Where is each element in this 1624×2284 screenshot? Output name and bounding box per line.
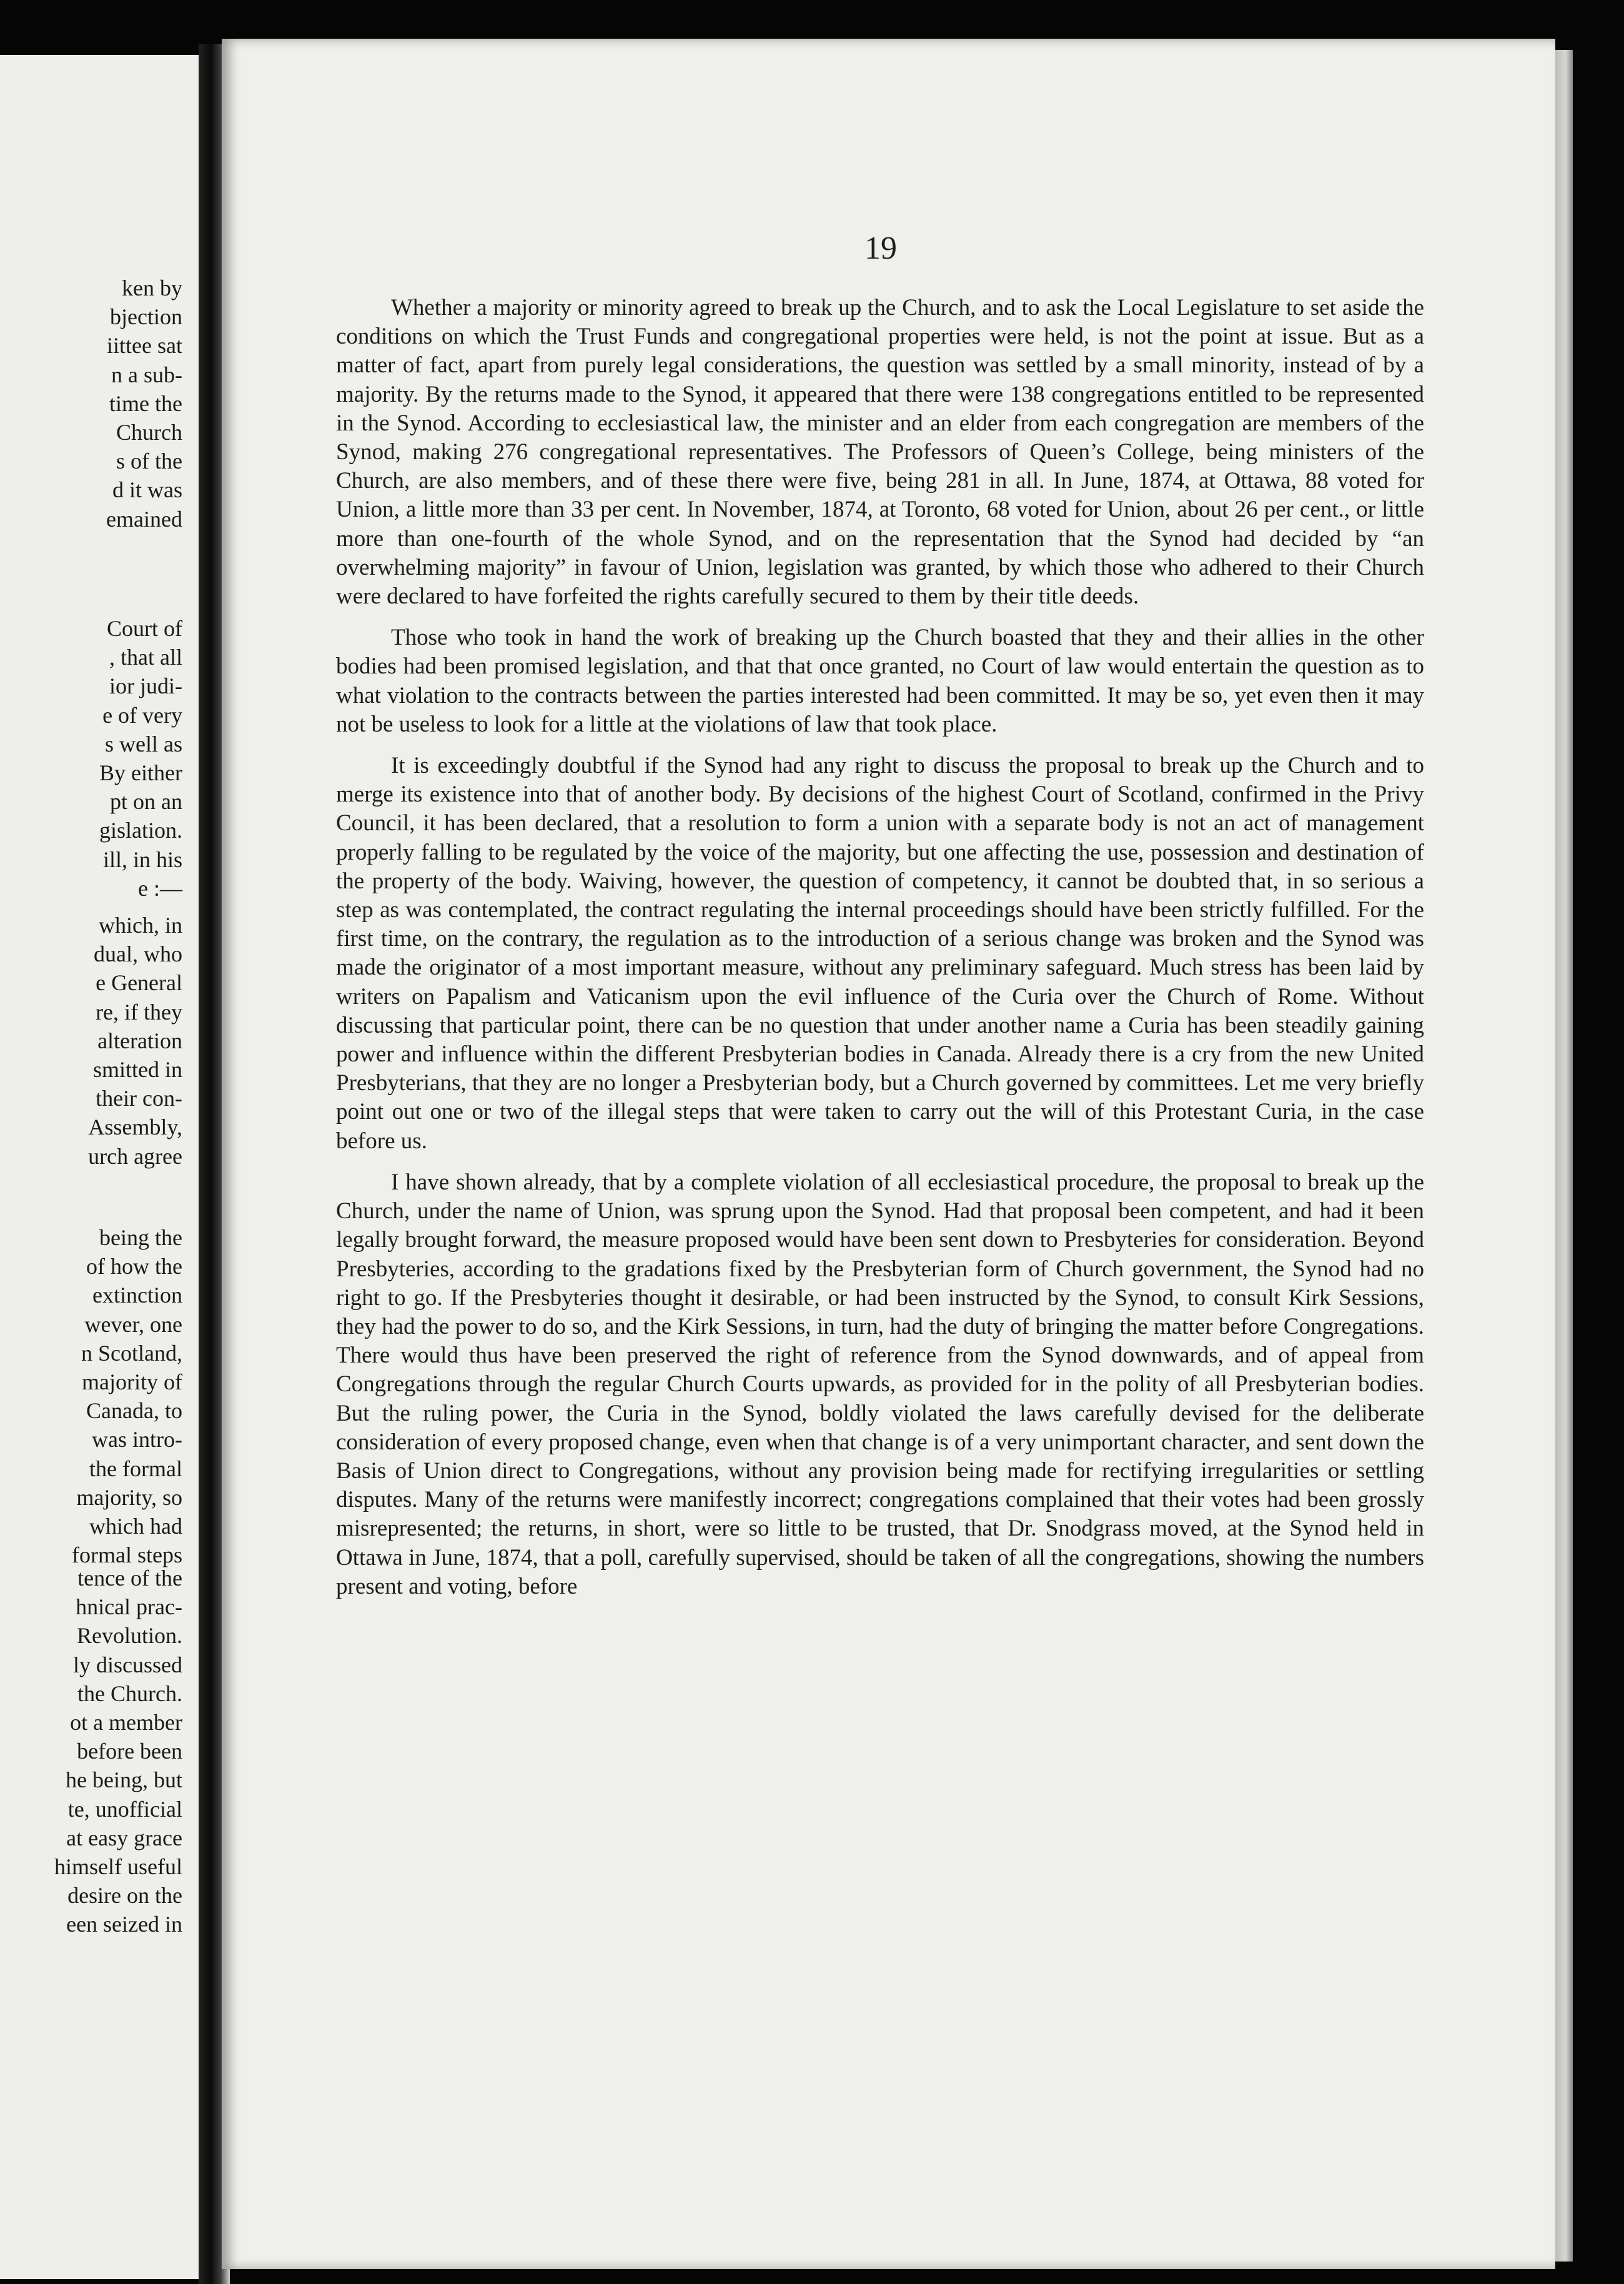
left-page-line: te, unofficial bbox=[67, 1796, 182, 1822]
page-number: 19 bbox=[864, 231, 897, 266]
left-page-line: s well as bbox=[105, 731, 182, 757]
left-page-line: extinction bbox=[92, 1283, 182, 1308]
left-page-line: majority, so bbox=[76, 1484, 182, 1510]
left-page-line: hnical prac- bbox=[76, 1594, 182, 1620]
left-page-line: desire on the bbox=[67, 1883, 182, 1909]
left-page-line: e General bbox=[96, 970, 182, 996]
left-page-line: the formal bbox=[89, 1456, 182, 1481]
left-page-line: which had bbox=[89, 1514, 182, 1539]
left-page-line: , that all bbox=[109, 645, 182, 670]
left-page-line: ior judi- bbox=[109, 673, 182, 699]
left-page-line: formal steps bbox=[72, 1542, 182, 1568]
left-page-line: ill, in his bbox=[102, 847, 182, 872]
paragraph-1: Whether a majority or minority agreed to break up the Church, and to ask the Local Legislature to set aside the conditions on which the Trust Funds and congregational properties were held, is not the point at issue. But as a matter of fact, apart from purely legal considerations, the question was settled by a small minority, instead of by a majority. By the returns made to the Synod, it appeared that there were 138 congregations entitled to be represented in the Synod. According to ecclesiastical law, the minister and an elder from each congregation are members of the Synod, making 276 congregational representatives. The Professors of Queen’s College, being ministers of the Church, are also members, and of these there were five, being 281 in all. In June, 1874, at Ottawa, 88 voted for Union, a little more than 33 per cent. In November, 1874, at Toronto, 68 voted for Union, about 26 per cent., or little more than one-fourth of the whole Synod, and on the representation that the Synod had decided by “an overwhelming majority” in favour of Union, legislation was granted, by which those who adhered to their Church were declared to have forfeited the rights carefully secured to them by their title deeds. bbox=[336, 295, 1424, 610]
page-body-text bbox=[336, 294, 1424, 1601]
left-page-line: smitted in bbox=[93, 1057, 182, 1082]
left-page-line: tence of the bbox=[77, 1566, 182, 1591]
left-page-line: ot a member bbox=[70, 1710, 182, 1735]
left-page-line: was intro- bbox=[92, 1427, 182, 1452]
left-page-line: majority of bbox=[82, 1369, 182, 1394]
left-page-line: time the bbox=[109, 390, 182, 416]
left-page-line: pt on an bbox=[110, 789, 182, 815]
left-page-line: wever, one bbox=[84, 1311, 182, 1337]
left-page-line: dual, who bbox=[94, 941, 182, 967]
left-page-line: at easy grace bbox=[66, 1825, 182, 1850]
left-page-line: Revolution. bbox=[77, 1623, 182, 1649]
left-page-line: n a sub- bbox=[111, 362, 182, 387]
left-page-line: s of the bbox=[116, 449, 182, 474]
left-page-line: n Scotland, bbox=[81, 1340, 182, 1366]
left-page-line: of how the bbox=[86, 1254, 182, 1279]
left-page-line: bjection bbox=[110, 304, 182, 330]
left-page-line: d it was bbox=[112, 477, 182, 503]
left-page-line: e of very bbox=[102, 702, 182, 728]
left-page-line: ken by bbox=[122, 276, 182, 300]
left-page-line: ly discussed bbox=[73, 1652, 182, 1677]
left-page-line: their con- bbox=[96, 1086, 182, 1111]
left-page-line: he being, but bbox=[66, 1767, 182, 1793]
left-page-line: the Church. bbox=[77, 1681, 182, 1706]
left-page-line: Canada, to bbox=[86, 1398, 182, 1424]
left-page-line: emained bbox=[106, 506, 182, 532]
left-page-line: Court of bbox=[107, 616, 182, 641]
left-page-line: Church bbox=[116, 420, 182, 445]
left-page-line: re, if they bbox=[96, 999, 182, 1025]
paragraph-3: It is exceedingly doubtful if the Synod had any right to discuss the proposal to break up the Church and to merge its existence into that of another body. By decisions of the highest Court of Scotland, confirmed in the Privy Council, it has been declared, that a resolution to form a union with a separate body is not an act of management properly falling to be regulated by the voice of the majority, but one affecting the use, possession and destination of the property of the body. Waiving, however, the question of competency, it cannot be doubted that, in so serious a step as was contemplated, the contract regulating the internal proceedings should have been strictly fulfilled. For the first time, on the contrary, the regulation as to the introduction of a serious change was broken and the Synod was made the originator of a most important measure, without any preliminary safeguard. Much stress has been laid by writers on Papalism and Vaticanism upon the evil influence of the Curia over the Church of Rome. Without discussing that particular point, there can be no question that under another name a Curia has been steadily gaining power and influence within the different Presbyterian bodies in Canada. Already there is a cry from the new United Presbyterians, that they are no longer a Presbyterian body, but a Church governed by committees. Let me very briefly point out one or two of the illegal steps that were taken to carry out the will of this Protestant Curia, in the case before us. bbox=[336, 753, 1424, 1154]
left-page-line: iittee sat bbox=[107, 333, 182, 359]
paragraph-4: I have shown already, that by a complete violation of all ecclesiastical procedure, the proposal to break up the Church, under the name of Union, was sprung upon the Synod. Had that proposal been competent, and had it been legally brought forward, the measure proposed would have been sent down to Presbyteries for consideration. Beyond Presbyteries, according to the gradations fixed by the Presbyterian form of Church government, the Synod had no right to go. If the Presbyteries thought it desirable, or had been instructed by the Synod, to consult Kirk Sessions, they had the power to do so, and the Kirk Sessions, in turn, had the duty of bringing the matter before Congregations. There would thus have been preserved the right of reference from the Synod downwards, and of appeal from Congregations through the regular Church Courts upwards, as provided for in the polity of all Presbyterian bodies. But the ruling power, the Curia in the Synod, boldly violated the laws carefully devised for the deliberate consideration of every proposed change, even when that change is of a very unimportant character, and sent down the Basis of Union direct to Congregations, without any provision being made for rectifying irregularities or settling disputes. Many of the returns were manifestly incorrect; congregations complained that their votes had been grossly misrepresented; the returns, in short, were so little to be trusted, that Dr. Snodgrass moved, at the Synod held in Ottawa in June, 1874, that a poll, carefully supervised, should be taken of all the congregations, showing the numbers present and voting, before bbox=[336, 1169, 1424, 1599]
left-page-line: urch agree bbox=[88, 1143, 182, 1169]
left-page-line: By either bbox=[99, 760, 182, 785]
left-page-line: Assembly, bbox=[88, 1115, 182, 1140]
left-page-line: alteration bbox=[97, 1028, 182, 1053]
left-page-line: being the bbox=[99, 1225, 182, 1250]
page-edge bbox=[1555, 50, 1573, 2262]
left-page-line: before been bbox=[77, 1739, 182, 1764]
left-facing-page bbox=[0, 55, 199, 2279]
left-page-line: gislation. bbox=[99, 818, 182, 843]
left-page-line: een seized in bbox=[66, 1912, 182, 1937]
paragraph-2: Those who took in hand the work of breaking up the Church boasted that they and their allies in the other bodies had been promised legislation, and that that once granted, no Court of law would entertain the question as to what violation to the contracts between the parties interested had been committed. It may be so, yet even then it may not be useless to look for a little at the violations of law that took place. bbox=[336, 625, 1424, 737]
left-page-line: e :— bbox=[138, 875, 182, 901]
left-page-line: which, in bbox=[99, 913, 182, 938]
left-page-line: himself useful bbox=[54, 1854, 182, 1879]
